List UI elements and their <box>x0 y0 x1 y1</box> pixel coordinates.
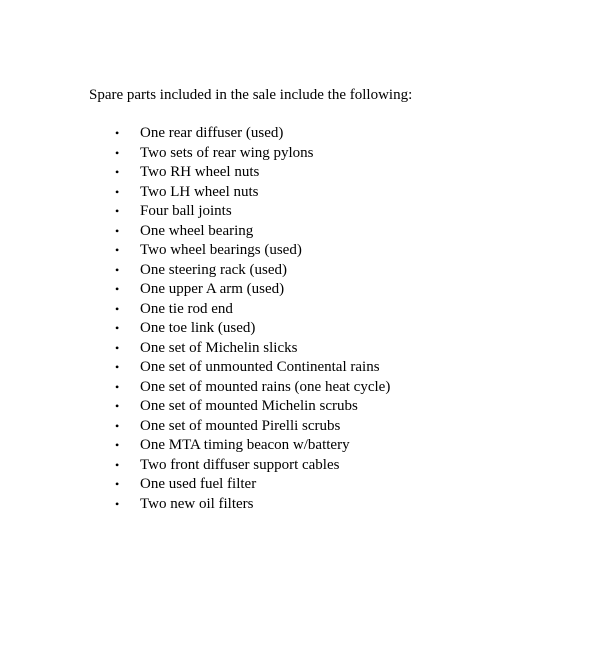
list-item <box>0 319 390 339</box>
list-item <box>0 163 390 183</box>
bullet-icon: • <box>115 418 120 433</box>
bullet-icon: • <box>115 360 120 374</box>
list-item-text: Two wheel bearings (used) <box>140 242 302 258</box>
list-item-text: One set of mounted Pirelli scrubs <box>140 417 341 434</box>
list-item-text: Two sets of rear wing pylons <box>140 144 314 161</box>
spare-parts-list <box>0 124 390 514</box>
bullet-icon: • <box>115 184 120 199</box>
list-item-text: Two RH wheel nuts <box>140 164 260 180</box>
list-item-text: One set of mounted rains (one heat cycle) <box>140 378 391 395</box>
bullet-icon: • <box>115 145 120 160</box>
list-item <box>0 241 390 261</box>
bullet-icon: • <box>115 379 120 394</box>
list-item-text: One toe link (used) <box>140 320 256 336</box>
intro-paragraph: Spare parts included in the sale include the following: <box>89 87 413 103</box>
list-item <box>0 202 390 222</box>
bullet-icon: • <box>115 438 120 452</box>
bullet-icon: • <box>115 477 120 491</box>
list-item <box>0 495 390 515</box>
bullet-icon: • <box>115 243 120 257</box>
list-item <box>0 280 390 300</box>
list-item-text: One rear diffuser (used) <box>140 125 284 141</box>
list-item <box>0 222 390 242</box>
bullet-icon: • <box>115 340 120 355</box>
list-item-text: One used fuel filter <box>140 476 257 492</box>
list-item <box>0 475 390 495</box>
list-item-text: One wheel bearing <box>140 222 254 239</box>
bullet-icon: • <box>115 223 120 238</box>
bullet-icon: • <box>115 126 120 140</box>
list-item-text: Two LH wheel nuts <box>140 183 259 200</box>
bullet-icon: • <box>115 282 120 296</box>
list-item <box>0 339 390 359</box>
list-item <box>0 183 390 203</box>
list-item <box>0 456 390 476</box>
list-item <box>0 436 390 456</box>
bullet-icon: • <box>115 321 120 335</box>
list-item-text: One tie rod end <box>140 300 233 317</box>
list-item <box>0 358 390 378</box>
list-item <box>0 124 390 144</box>
list-item <box>0 417 390 437</box>
list-item-text: Two new oil filters <box>140 495 254 512</box>
list-item <box>0 144 390 164</box>
list-item-text: One set of unmounted Continental rains <box>140 359 380 375</box>
list-item-text: One steering rack (used) <box>140 261 288 278</box>
bullet-icon: • <box>115 399 120 413</box>
bullet-icon: • <box>115 204 120 218</box>
list-item-text: Two front diffuser support cables <box>140 456 340 473</box>
list-item <box>0 397 390 417</box>
list-item <box>0 300 390 320</box>
bullet-icon: • <box>115 457 120 472</box>
bullet-icon: • <box>115 496 120 511</box>
list-item <box>0 378 390 398</box>
bullet-icon: • <box>115 301 120 316</box>
list-item-text: One MTA timing beacon w/battery <box>140 437 350 453</box>
bullet-icon: • <box>115 165 120 179</box>
list-item-text: One set of mounted Michelin scrubs <box>140 398 358 414</box>
list-item-text: One set of Michelin slicks <box>140 339 298 356</box>
list-item-text: One upper A arm (used) <box>140 281 285 297</box>
list-item <box>0 261 390 281</box>
list-item-text: Four ball joints <box>140 203 232 219</box>
bullet-icon: • <box>115 262 120 277</box>
